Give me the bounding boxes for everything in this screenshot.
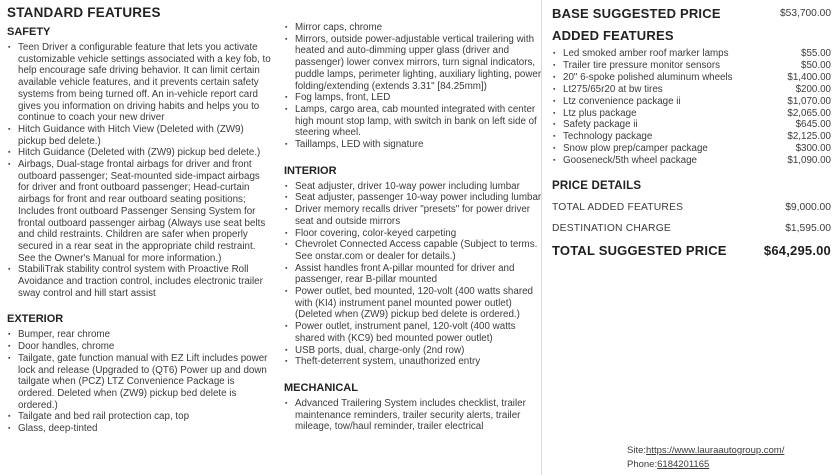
site-line — [627, 444, 784, 458]
price-detail-row — [552, 201, 831, 214]
feature-list — [284, 398, 547, 433]
added-feature-row-label: ▪ Safety package ii — [552, 119, 638, 131]
added-feature-row-value: $200.00 — [795, 83, 831, 95]
price-details-heading: PRICE DETAILS — [552, 180, 642, 193]
total-price-label: TOTAL SUGGESTED PRICE — [552, 243, 727, 259]
feature-item: ▪ Mirrors, outside power-adjustable vertical trailering with heated and auto-dimming upper glass (driver and passenger) lower convex mirrors, turn signal indicators, puddle lamps, perimeter lighting, auxiliary lighting, power folding/extending (extends 3.31" [84.25mm]) — [284, 34, 547, 93]
base-price-row — [552, 6, 831, 22]
added-feature-row-value: $1,400.00 — [787, 71, 831, 83]
price-detail-row-value: $9,000.00 — [785, 202, 831, 214]
feature-item: ▪ Advanced Trailering System includes checklist, trailer maintenance reminders, trailer security alerts, trailer mileage, tow/haul reminder, trailer electrical — [284, 398, 547, 433]
feature-item: ▪ Hitch Guidance with Hitch View (Deleted with (ZW9) pickup bed delete.) — [7, 124, 273, 147]
added-feature-row — [552, 96, 831, 108]
added-feature-row-label: ▪ Ltz convenience package ii — [552, 96, 681, 108]
site-link[interactable]: https://www.lauraautogroup.com/ — [646, 445, 785, 456]
feature-item: ▪ Lamps, cargo area, cab mounted integrated with center high mount stop lamp, with switch in bank on left side of steering wheel. — [284, 104, 547, 139]
feature-list — [7, 42, 273, 299]
feature-item: ▪ Power outlet, bed mounted, 120-volt (400 watts shared with (KI4) instrument panel mounted power outlet) (Deleted when (ZW9) pickup bed delete is ordered.) — [284, 286, 547, 321]
feature-item: ▪ Bumper, rear chrome — [7, 329, 273, 341]
feature-item: ▪ Driver memory recalls driver "presets" for power driver seat and outside mirrors — [284, 204, 547, 227]
added-feature-row-value: $300.00 — [795, 143, 831, 155]
added-feature-row-label: ▪ Technology package — [552, 131, 652, 143]
added-feature-row-value: $1,070.00 — [787, 95, 831, 107]
added-feature-row-value: $1,090.00 — [787, 155, 831, 167]
added-feature-row-value: $50.00 — [801, 59, 831, 71]
feature-item: ▪ Theft-deterrent system, unauthorized entry — [284, 356, 547, 368]
feature-item: ▪ Assist handles front A-pillar mounted for driver and passenger, rear B-pillar mounted — [284, 263, 547, 286]
feature-item: ▪ Fog lamps, front, LED — [284, 92, 547, 104]
feature-item: ▪ Teen Driver a configurable feature that lets you activate customizable vehicle settings associated with a key fob, to help encourage safe driving behavior. It can limit certain available vehicle features, and it prevents certain safety systems from being turned off. An in-vehicle report card gives you information on driving habits and helps you to continue to coach your new driver — [7, 42, 273, 124]
feature-item: ▪ StabiliTrak stability control system with Proactive Roll Avoidance and traction control, includes electronic trailer sway control and hill start assist — [7, 264, 273, 299]
standard-features-column-1 — [7, 0, 273, 435]
standard-features-title: STANDARD FEATURES — [7, 5, 161, 20]
added-feature-row-label: ▪ Led smoked amber roof marker lamps — [552, 48, 729, 60]
feature-item: ▪ Hitch Guidance (Deleted with (ZW9) pickup bed delete.) — [7, 147, 273, 159]
feature-item: ▪ Chevrolet Connected Access capable (Subject to terms. See onstar.com or dealer for details.) — [284, 239, 547, 262]
added-feature-row — [552, 84, 831, 96]
feature-item: ▪ Seat adjuster, passenger 10-way power including lumbar — [284, 192, 547, 204]
feature-list — [284, 181, 547, 368]
added-feature-row — [552, 143, 831, 155]
section-heading: MECHANICAL — [284, 381, 358, 394]
base-price-value: $53,700.00 — [780, 8, 831, 19]
feature-sections-middle — [284, 22, 547, 433]
feature-item: ▪ Glass, deep-tinted — [7, 423, 273, 435]
section-heading: SAFETY — [7, 26, 51, 38]
contact-info — [627, 444, 784, 471]
phone-line — [627, 458, 784, 472]
feature-item: ▪ Floor covering, color-keyed carpeting — [284, 228, 547, 240]
added-feature-row-label: ▪ Lt275/65r20 at bw tires — [552, 84, 663, 96]
section-heading: EXTERIOR — [7, 313, 64, 326]
feature-item: ▪ Mirror caps, chrome — [284, 22, 547, 34]
added-feature-row-label: ▪ Ltz plus package — [552, 108, 637, 120]
added-feature-row — [552, 48, 831, 60]
feature-item: ▪ USB ports, dual, charge-only (2nd row) — [284, 345, 547, 357]
feature-sections-left — [7, 26, 273, 435]
price-detail-row — [552, 222, 831, 235]
price-details-list — [552, 201, 831, 235]
feature-item: ▪ Door handles, chrome — [7, 341, 273, 353]
added-feature-row — [552, 72, 831, 84]
phone-link[interactable]: 6184201165 — [657, 458, 710, 470]
added-feature-row-label: ▪ Gooseneck/5th wheel package — [552, 155, 697, 167]
added-feature-row — [552, 155, 831, 167]
feature-item: ▪ Taillamps, LED with signature — [284, 139, 547, 151]
added-feature-row — [552, 131, 831, 143]
total-price-row — [552, 243, 831, 259]
added-feature-row-label: ▪ Snow plow prep/camper package — [552, 143, 708, 155]
standard-features-column-2 — [284, 0, 547, 433]
feature-item: ▪ Seat adjuster, driver 10-way power including lumbar — [284, 181, 547, 193]
section-heading: INTERIOR — [284, 164, 337, 177]
price-detail-row-value: $1,595.00 — [785, 223, 831, 235]
added-features-list — [552, 48, 831, 167]
price-panel — [541, 0, 833, 475]
added-feature-row-value: $55.00 — [801, 48, 831, 59]
added-feature-row-value: $2,125.00 — [787, 131, 831, 143]
feature-item: ▪ Power outlet, instrument panel, 120-volt (400 watts shared with (KC9) bed mounted power outlet) — [284, 321, 547, 344]
price-detail-row-label: TOTAL ADDED FEATURES — [552, 202, 684, 214]
added-features-heading: ADDED FEATURES — [552, 28, 674, 43]
added-feature-row-label: ▪ Trailer tire pressure monitor sensors — [552, 60, 720, 72]
feature-list — [7, 329, 273, 434]
feature-item: ▪ Airbags, Dual-stage frontal airbags for driver and front outboard passenger; Seat-mounted side-impact airbags for driver and front outboard passenger; Head-curtain airbags for front and rear outboard seating positions; Includes front outboard Passenger Sensing System for frontal outboard passenger airbag (Always use seat belts and child restraints. Children are safer when properly secured in a rear seat in the appropriate child restraint. See the Owner's Manual for more information.) — [7, 159, 273, 264]
total-price-value: $64,295.00 — [763, 243, 831, 259]
added-feature-row-label: ▪ 20" 6-spoke polished aluminum wheels — [552, 72, 733, 84]
site-label: Site: — [627, 445, 647, 456]
added-feature-row-value: $2,065.00 — [787, 107, 831, 119]
feature-list — [284, 22, 547, 151]
phone-label: Phone: — [627, 458, 658, 470]
price-detail-row-label: DESTINATION CHARGE — [552, 223, 671, 235]
base-price-label: BASE SUGGESTED PRICE — [552, 6, 721, 21]
feature-item: ▪ Tailgate and bed rail protection cap, top — [7, 411, 273, 423]
added-feature-row — [552, 119, 831, 131]
added-feature-row — [552, 60, 831, 72]
added-feature-row-value: $645.00 — [795, 119, 831, 131]
added-feature-row — [552, 108, 831, 120]
feature-item: ▪ Tailgate, gate function manual with EZ Lift includes power lock and release (Upgraded to (QT6) Power up and down tailgate when (PCZ) LTZ Convenience Package is ordered. Deleted when (ZW9) pickup bed delete is ordered.) — [7, 353, 273, 412]
